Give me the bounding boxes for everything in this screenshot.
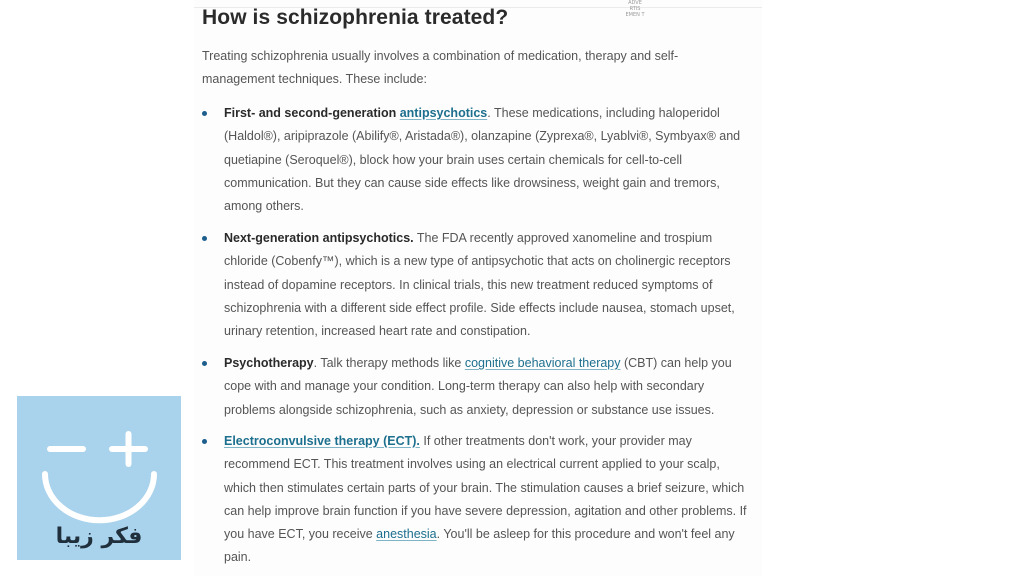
list-item-lead: Psychotherapy bbox=[224, 356, 314, 370]
list-item-body: If other treatments don't work, your provider may recommend ECT. This treatment involves using an electrical current applied to your scalp, which then stimulates certain parts of your brain. The stimulation causes a brief seizure, which can help improve brain function if you have severe depression, agitation and other problems. If you have ECT, you receive bbox=[224, 434, 747, 542]
watermark-logo bbox=[17, 396, 181, 560]
list-item-text bbox=[224, 352, 754, 422]
list-item-body: These medications, including haloperidol (Haldol®), aripiprazole (Abilify®, Aristada®), olanzapine (Zyprexa®, Lyablvi®, Symbyax® and quetiapine (Seroquel®), block how your brain uses certain chemicals for cell-to-cell communication. But they can cause side effects like drowsiness, weight gain and tremors, among others. bbox=[224, 106, 741, 214]
list-item-lead bbox=[224, 106, 487, 120]
antipsychotics-link[interactable]: antipsychotics bbox=[399, 106, 488, 120]
list-item-body: . Talk therapy methods like bbox=[313, 356, 465, 370]
lead-punct: . bbox=[487, 106, 491, 120]
section-heading: How is schizophrenia treated? bbox=[202, 6, 509, 29]
lead-text: First- and second-generation bbox=[224, 106, 400, 120]
ect-link[interactable]: Electroconvulsive therapy (ECT). bbox=[224, 434, 420, 448]
intro-paragraph: Treating schizophrenia usually involves a combination of medication, therapy and self-management techniques. These include: bbox=[202, 49, 679, 86]
bullet-icon bbox=[202, 361, 207, 366]
list-item-body-rest: . You'll be asleep for this procedure and won't feel any pain. bbox=[224, 527, 735, 565]
bullet-icon bbox=[202, 439, 207, 444]
list-item-body: The FDA recently approved xanomeline and trospium chloride (Cobenfy™), which is a new type of antipsychotic that acts on cholinergic receptors instead of dopamine receptors. In clinical trials, this new treatment reduced symptoms of schizophrenia with a different side effect profile. Side effects include nausea, stomach upset, urinary retention, increased heart rate and constipation. bbox=[224, 231, 735, 339]
bullet-icon bbox=[202, 236, 207, 241]
cbt-link[interactable]: cognitive behavioral therapy bbox=[464, 356, 621, 370]
watermark-text: فکر زیبا bbox=[55, 524, 143, 549]
advertisement-label: ADVE RTIS EMEN T bbox=[625, 0, 645, 18]
list-item-text bbox=[224, 227, 754, 343]
list-item-lead: Next-generation antipsychotics. bbox=[224, 231, 414, 245]
list-item-text bbox=[224, 102, 754, 218]
list-item-text bbox=[224, 430, 754, 570]
anesthesia-link[interactable]: anesthesia bbox=[376, 527, 437, 542]
bullet-icon bbox=[202, 111, 207, 116]
list-item-body-rest: (CBT) can help you cope with and manage your condition. Long-term therapy can also help with secondary problems alongside schizophrenia, such as anxiety, depression or substance use issues. bbox=[224, 356, 732, 417]
